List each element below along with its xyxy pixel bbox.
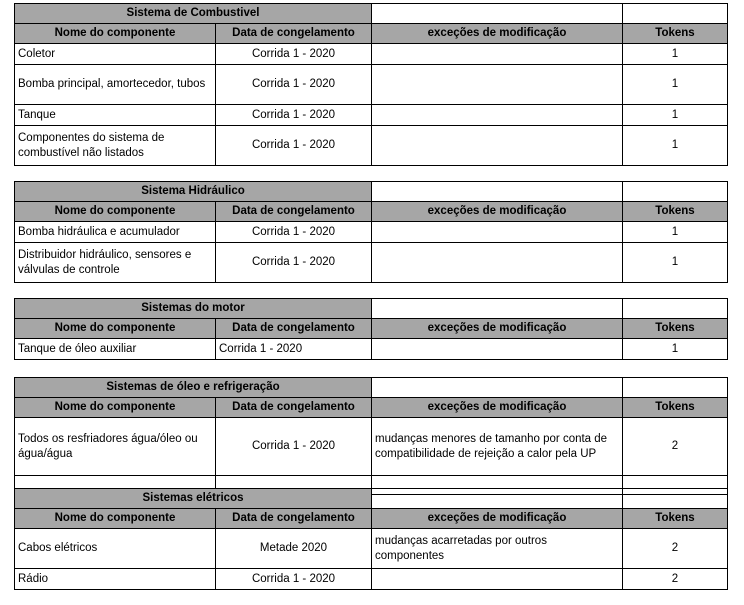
cell-tokens: 2 [623,418,728,476]
cell-tokens: 1 [623,339,728,360]
cell-componente: Componentes do sistema de combustível não listados [15,126,216,166]
cell-tokens: 1 [623,243,728,283]
column-header-tokens: Tokens [623,24,728,44]
table-title-row [15,4,728,24]
cell-data: Corrida 1 - 2020 [216,105,372,126]
cell-data: Corrida 1 - 2020 [216,243,372,283]
cell-excecoes [372,105,623,126]
cell-componente: Coletor [15,44,216,65]
column-header-componente: Nome do componente [15,202,216,222]
table-header-row [15,319,728,339]
column-header-componente: Nome do componente [15,319,216,339]
cell-componente: Cabos elétricos [15,529,216,569]
spacer-cell [372,4,623,24]
spacer-cell [372,489,623,509]
table-header-row [15,398,728,418]
cell-componente: Bomba hidráulica e acumulador [15,222,216,243]
table-title: Sistema de Combustivel [15,4,372,24]
cell-data: Corrida 1 - 2020 [216,126,372,166]
table-row [15,44,728,65]
cell-data: Corrida 1 - 2020 [216,339,372,360]
cell-excecoes [372,222,623,243]
column-header-data: Data de congelamento [216,398,372,418]
table-block-hidraulico [14,181,728,283]
column-header-tokens: Tokens [623,319,728,339]
column-header-tokens: Tokens [623,398,728,418]
column-header-tokens: Tokens [623,509,728,529]
column-header-componente: Nome do componente [15,24,216,44]
cell-componente: Distribuidor hidráulico, sensores e válvulas de controle [15,243,216,283]
cell-componente: Tanque de óleo auxiliar [15,339,216,360]
table-header-row [15,202,728,222]
table-eletricos [14,488,728,590]
table-title: Sistemas elétricos [15,489,372,509]
cell-excecoes [372,44,623,65]
column-header-componente: Nome do componente [15,509,216,529]
cell-tokens: 1 [623,44,728,65]
column-header-componente: Nome do componente [15,398,216,418]
table-header-row [15,509,728,529]
table-title-row [15,299,728,319]
spacer-cell [623,182,728,202]
cell-tokens: 1 [623,105,728,126]
cell-excecoes: mudanças menores de tamanho por conta de compatibilidade de rejeição a calor pela UP [372,418,623,476]
table-block-motor [14,298,728,360]
cell-tokens: 1 [623,222,728,243]
column-header-excecoes: exceções de modificação [372,202,623,222]
table-title: Sistemas de óleo e refrigeração [15,378,372,398]
table-title-row [15,378,728,398]
cell-tokens: 1 [623,65,728,105]
column-header-excecoes: exceções de modificação [372,398,623,418]
cell-data: Corrida 1 - 2020 [216,222,372,243]
column-header-data: Data de congelamento [216,509,372,529]
table-combustivel [14,3,728,166]
table-row [15,243,728,283]
column-header-excecoes: exceções de modificação [372,509,623,529]
spacer-cell [372,299,623,319]
cell-componente: Tanque [15,105,216,126]
cell-excecoes [372,65,623,105]
spacer-cell [623,489,728,509]
table-hidraulico [14,181,728,283]
cell-excecoes: mudanças acarretadas por outros componentes [372,529,623,569]
cell-data: Corrida 1 - 2020 [216,569,372,590]
table-row [15,418,728,476]
table-row [15,339,728,360]
table-row [15,569,728,590]
spacer-cell [372,378,623,398]
cell-excecoes [372,126,623,166]
cell-tokens: 1 [623,126,728,166]
column-header-tokens: Tokens [623,202,728,222]
table-row [15,105,728,126]
table-block-oleo-refrigeracao [14,377,728,495]
table-row [15,529,728,569]
table-block-combustivel [14,3,728,166]
cell-excecoes [372,339,623,360]
spacer-cell [623,378,728,398]
spacer-cell [623,4,728,24]
column-header-data: Data de congelamento [216,24,372,44]
cell-tokens: 2 [623,569,728,590]
table-row [15,65,728,105]
cell-data: Corrida 1 - 2020 [216,65,372,105]
cell-data: Corrida 1 - 2020 [216,418,372,476]
table-title-row [15,182,728,202]
cell-excecoes [372,243,623,283]
cell-componente: Bomba principal, amortecedor, tubos [15,65,216,105]
column-header-data: Data de congelamento [216,202,372,222]
table-header-row [15,24,728,44]
table-title-row [15,489,728,509]
cell-componente: Todos os resfriadores água/óleo ou água/água [15,418,216,476]
cell-data: Corrida 1 - 2020 [216,44,372,65]
cell-componente: Rádio [15,569,216,590]
table-title: Sistema Hidráulico [15,182,372,202]
spacer-cell [623,299,728,319]
table-oleo-refrigeracao [14,377,728,495]
cell-data: Metade 2020 [216,529,372,569]
column-header-excecoes: exceções de modificação [372,319,623,339]
cell-tokens: 2 [623,529,728,569]
spacer-cell [372,182,623,202]
table-block-eletricos [14,488,728,590]
cell-excecoes [372,569,623,590]
table-row [15,126,728,166]
table-row [15,222,728,243]
column-header-excecoes: exceções de modificação [372,24,623,44]
table-title: Sistemas do motor [15,299,372,319]
table-motor [14,298,728,360]
column-header-data: Data de congelamento [216,319,372,339]
